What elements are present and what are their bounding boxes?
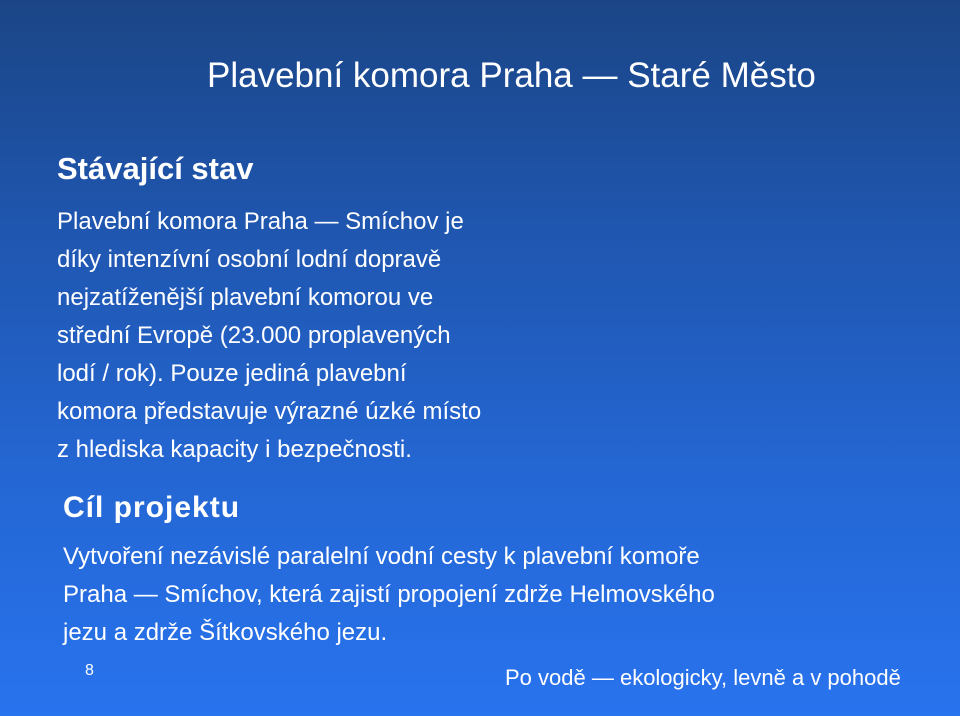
section-heading-current-state: Stávající stav	[57, 151, 254, 186]
project-goal-paragraph	[63, 538, 715, 652]
paragraph-line: lodí / rok). Pouze jediná plavební	[57, 360, 407, 387]
footer-slogan: Po vodě — ekologicky, levně a v pohodě	[505, 665, 901, 690]
paragraph-line: nejzatíženější plavební komorou ve	[57, 284, 434, 311]
paragraph-line: Praha — Smíchov, která zajistí propojení zdrže Helmovského	[63, 581, 715, 608]
paragraph-line: komora představuje výrazné úzké místo	[57, 398, 482, 425]
paragraph-line: jezu a zdrže Šítkovského jezu.	[63, 619, 388, 646]
paragraph-line: díky intenzívní osobní lodní dopravě	[57, 246, 442, 273]
paragraph-line: z hlediska kapacity i bezpečnosti.	[57, 436, 412, 463]
slide-title: Plavební komora Praha — Staré Město	[207, 56, 816, 95]
page-number: 8	[85, 662, 94, 679]
paragraph-line: Vytvoření nezávislé paralelní vodní cesty k plavební komoře	[63, 543, 700, 570]
section-heading-project-goal: Cíl projektu	[63, 491, 241, 524]
current-state-paragraph	[57, 203, 481, 469]
paragraph-line: Plavební komora Praha — Smíchov je	[57, 208, 464, 235]
paragraph-line: střední Evropě (23.000 proplavených	[57, 322, 451, 349]
